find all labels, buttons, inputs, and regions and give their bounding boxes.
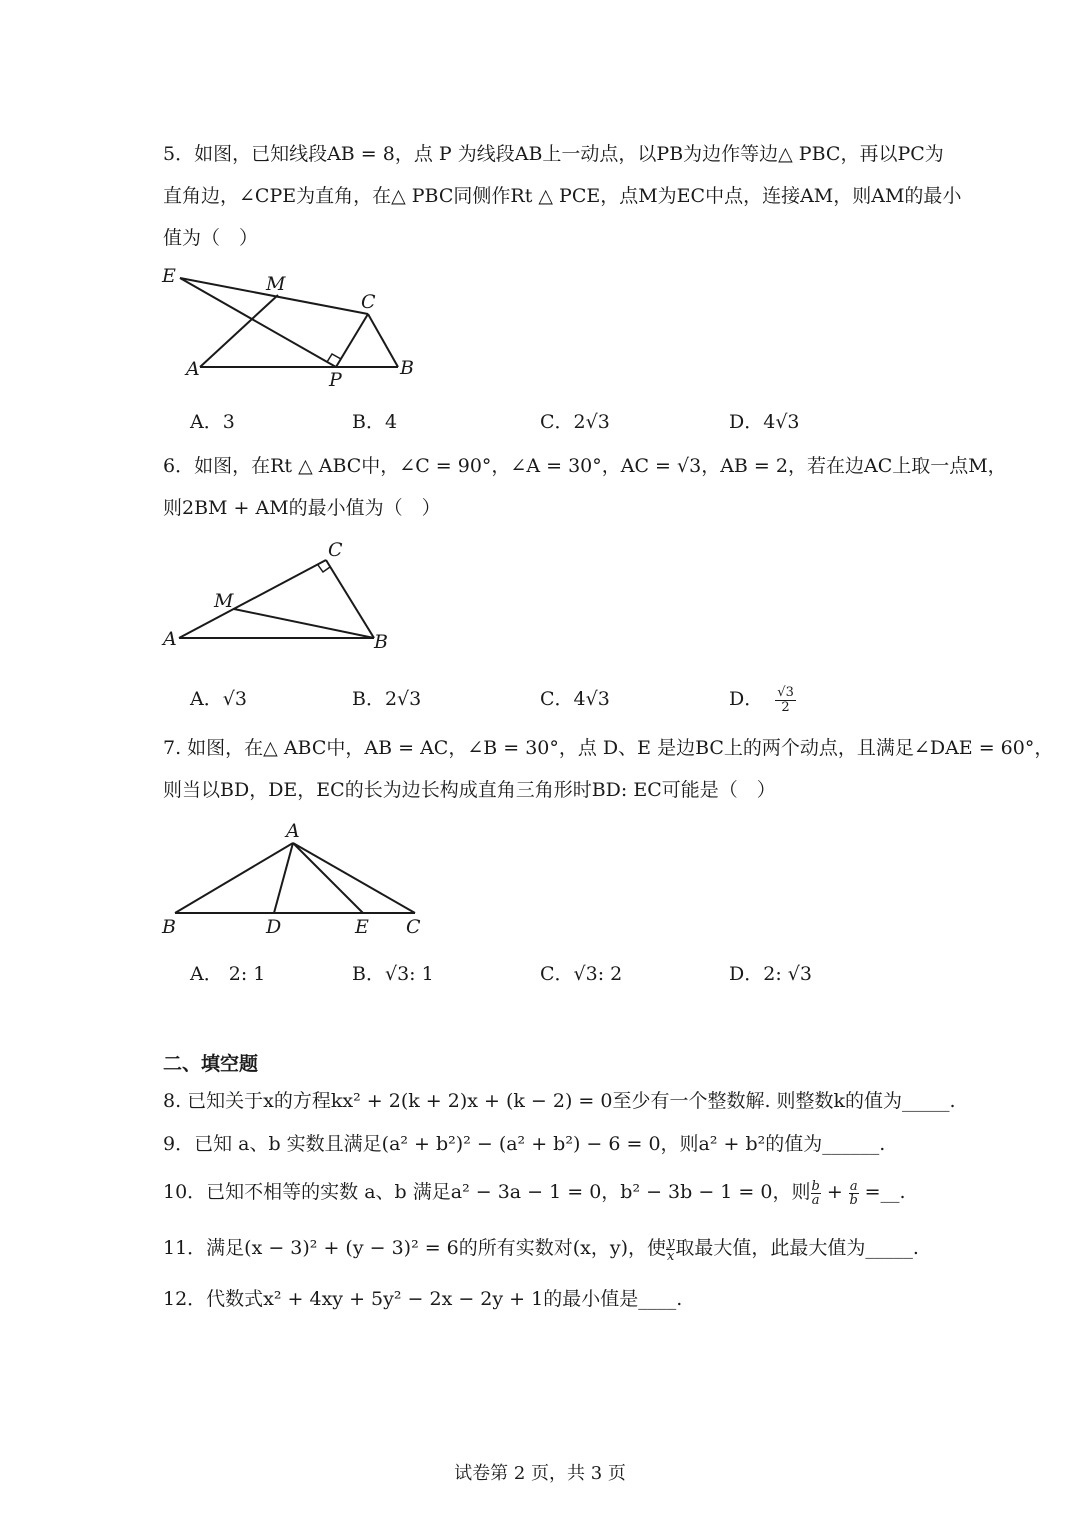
q6-label-M: M bbox=[214, 590, 234, 612]
q11-text-pre: 11．满足(x − 3)² + (y − 3)² = 6的所有实数对(x，y)，使 bbox=[163, 1237, 667, 1259]
q6-option-d-numerator: √3 bbox=[777, 684, 794, 700]
q11-fraction-y-over-x bbox=[666, 1236, 675, 1263]
q6-option-c[interactable]: C．4√3 bbox=[540, 688, 610, 710]
q6-label-B: B bbox=[374, 631, 388, 653]
q5-label-E: E bbox=[162, 265, 176, 287]
q7-figure bbox=[150, 815, 440, 945]
q7-segment-AB bbox=[175, 843, 293, 913]
q7-label-E: E bbox=[355, 916, 369, 938]
q5-segment-EP bbox=[180, 278, 336, 367]
q6-option-d-denominator: 2 bbox=[781, 699, 790, 715]
q5-segment-CB bbox=[368, 314, 398, 367]
q10-f1-numerator: b bbox=[811, 1178, 820, 1194]
q6-label-A: A bbox=[163, 628, 177, 650]
q6-option-d-prefix: D． bbox=[729, 688, 764, 710]
q6-segment-AC bbox=[179, 560, 326, 638]
q10-text-post: =__. bbox=[858, 1181, 906, 1203]
q5-figure bbox=[150, 260, 440, 395]
q5-option-d[interactable]: D．4√3 bbox=[729, 411, 800, 433]
q7-option-b[interactable]: B．√3: 1 bbox=[352, 963, 434, 985]
q12-text: 12．代数式x² + 4xy + 5y² − 2x − 2y + 1的最小值是____. bbox=[163, 1288, 683, 1310]
q5-text-line-2: 直角边，∠CPE为直角，在△ PBC同侧作Rt △ PCE，点M为EC中点，连接AM，则AM的最小 bbox=[163, 185, 962, 207]
q8-text: 8. 已知关于x的方程kx² + 2(k + 2)x + (k − 2) = 0至少有一个整数解. 则整数k的值为_____. bbox=[163, 1090, 956, 1112]
q5-text-line-1: 5．如图，已知线段AB = 8，点 P 为线段AB上一动点，以PB为边作等边△ PBC，再以PC为 bbox=[163, 143, 944, 165]
q7-label-C: C bbox=[406, 916, 421, 938]
q7-label-B: B bbox=[162, 916, 176, 938]
q10-plus: + bbox=[820, 1181, 849, 1203]
q7-segment-AC bbox=[293, 843, 415, 913]
q7-option-a[interactable]: A． 2: 1 bbox=[190, 963, 266, 985]
q7-option-d[interactable]: D．2: √3 bbox=[729, 963, 812, 985]
q11-denominator: x bbox=[667, 1248, 675, 1264]
q5-label-P: P bbox=[329, 369, 342, 391]
q7-option-c[interactable]: C．√3: 2 bbox=[540, 963, 623, 985]
q6-option-a[interactable]: A．√3 bbox=[190, 688, 247, 710]
q9-text: 9．已知 a、b 实数且满足(a² + b²)² − (a² + b²) − 6 = 0，则a² + b²的值为______. bbox=[163, 1133, 886, 1155]
q5-label-A: A bbox=[186, 358, 200, 380]
q10-f2-numerator: a bbox=[849, 1178, 858, 1194]
q5-text-line-3: 值为（ ） bbox=[163, 227, 259, 249]
q5-option-a[interactable]: A．3 bbox=[190, 411, 235, 433]
page-footer: 试卷第 2 页，共 3 页 bbox=[454, 1463, 626, 1484]
q6-segment-CB bbox=[326, 560, 374, 638]
section-title: 二、填空题 bbox=[163, 1053, 259, 1075]
q6-option-b[interactable]: B．2√3 bbox=[352, 688, 422, 710]
q11-numerator: y bbox=[667, 1234, 675, 1250]
q5-segment-AM bbox=[200, 295, 278, 367]
q6-option-d-fraction bbox=[775, 686, 796, 715]
q11-text-post: 取最大值，此最大值为_____. bbox=[675, 1237, 919, 1259]
q5-option-b[interactable]: B．4 bbox=[352, 411, 398, 433]
q5-option-c[interactable]: C．2√3 bbox=[540, 411, 610, 433]
q6-option-d[interactable] bbox=[729, 685, 796, 715]
q6-figure bbox=[150, 530, 410, 660]
q6-text-line-2: 则2BM + AM的最小值为（ ） bbox=[163, 497, 441, 519]
q10-fraction-a-over-b bbox=[849, 1180, 859, 1207]
q6-segment-MB bbox=[234, 609, 374, 638]
q11-text bbox=[163, 1234, 919, 1263]
q5-label-B: B bbox=[400, 357, 414, 379]
q6-text-line-1: 6．如图，在Rt △ ABC中，∠C = 90°，∠A = 30°，AC = √3，AB = 2，若在边AC上取一点M， bbox=[163, 455, 1007, 477]
q10-text-pre: 10．已知不相等的实数 a、b 满足a² − 3a − 1 = 0，b² − 3b − 1 = 0，则 bbox=[163, 1181, 811, 1203]
q7-text-line-1: 7. 如图，在△ ABC中，AB = AC，∠B = 30°，点 D、E 是边BC上的两个动点，且满足∠DAE = 60°， bbox=[163, 737, 1054, 759]
q7-label-D: D bbox=[266, 916, 282, 938]
q10-fraction-b-over-a bbox=[811, 1180, 821, 1207]
q5-label-C: C bbox=[361, 291, 376, 313]
q6-right-angle-mark bbox=[318, 565, 330, 572]
q6-label-C: C bbox=[328, 539, 343, 561]
q7-text-line-2: 则当以BD，DE，EC的长为边长构成直角三角形时BD: EC可能是（ ） bbox=[163, 779, 776, 801]
q5-label-M: M bbox=[266, 273, 286, 295]
q7-label-A: A bbox=[286, 820, 300, 842]
q10-f1-denominator: a bbox=[811, 1192, 820, 1208]
q10-f2-denominator: b bbox=[849, 1192, 858, 1208]
q10-text bbox=[163, 1178, 906, 1207]
